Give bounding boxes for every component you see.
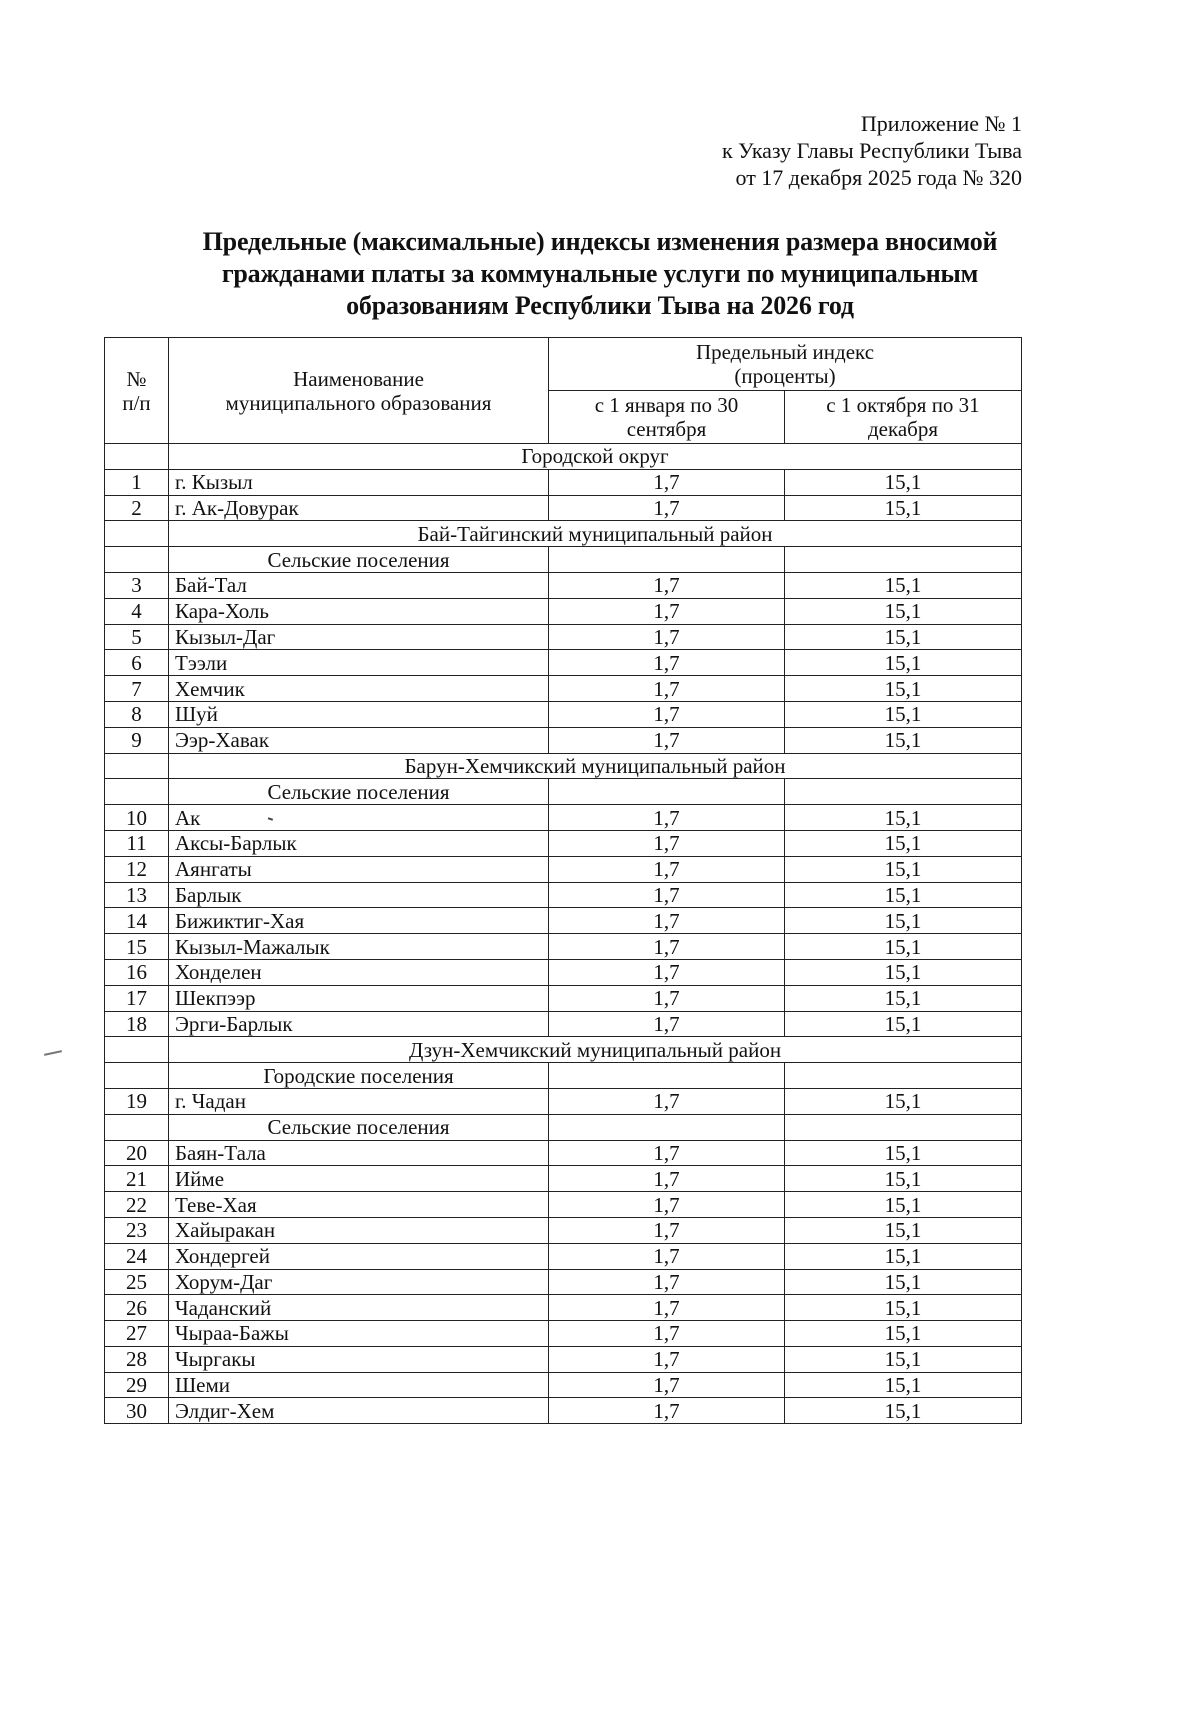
row-value-jan-sep: 1,7 <box>549 1295 785 1321</box>
row-value-oct-dec: 15,1 <box>785 908 1022 934</box>
row-value-jan-sep: 1,7 <box>549 1140 785 1166</box>
header-num-line-2: п/п <box>122 390 151 415</box>
row-name: г. Ак-Довурак <box>169 495 549 521</box>
header-period-1-line-2: сентября <box>626 417 707 441</box>
table-row <box>105 1243 1022 1269</box>
appendix-date: от 17 декабря 2025 года № 320 <box>735 165 1022 190</box>
row-value-oct-dec: 15,1 <box>785 856 1022 882</box>
row-name: Шекпээр <box>169 985 549 1011</box>
row-value-jan-sep: 1,7 <box>549 1217 785 1243</box>
row-value-oct-dec: 15,1 <box>785 701 1022 727</box>
header-index-line-1: Предельный индекс <box>695 340 875 364</box>
row-num: 4 <box>105 598 169 624</box>
table-row <box>105 1295 1022 1321</box>
row-value-jan-sep: 1,7 <box>549 598 785 624</box>
row-num: 21 <box>105 1166 169 1192</box>
subsection-row <box>105 1063 1022 1089</box>
table-row <box>105 701 1022 727</box>
row-value-jan-sep: 1,7 <box>549 495 785 521</box>
subsection-title: Городские поселения <box>169 1063 549 1089</box>
row-value-jan-sep: 1,7 <box>549 469 785 495</box>
row-value-jan-sep: 1,7 <box>549 959 785 985</box>
header-period-2-line-1: с 1 октября по 31 <box>826 393 980 417</box>
row-value-jan-sep: 1,7 <box>549 1346 785 1372</box>
row-name: Чаданский <box>169 1295 549 1321</box>
row-value-oct-dec: 15,1 <box>785 624 1022 650</box>
row-value-oct-dec: 15,1 <box>785 805 1022 831</box>
row-value-oct-dec: 15,1 <box>785 1295 1022 1321</box>
row-num: 14 <box>105 908 169 934</box>
table-row <box>105 624 1022 650</box>
row-value-jan-sep: 1,7 <box>549 727 785 753</box>
section-title: Бай-Тайгинский муниципальный район <box>169 521 1022 547</box>
row-name: Эрги-Барлык <box>169 1011 549 1037</box>
row-value-oct-dec: 15,1 <box>785 1088 1022 1114</box>
row-num: 15 <box>105 934 169 960</box>
section-row <box>105 521 1022 547</box>
table-row <box>105 1321 1022 1347</box>
row-value-jan-sep: 1,7 <box>549 1398 785 1424</box>
row-value-oct-dec: 15,1 <box>785 934 1022 960</box>
table-row <box>105 959 1022 985</box>
row-name: Чыргакы <box>169 1346 549 1372</box>
row-num: 25 <box>105 1269 169 1295</box>
row-value-oct-dec: 15,1 <box>785 1166 1022 1192</box>
row-value-jan-sep: 1,7 <box>549 1269 785 1295</box>
row-value-oct-dec: 15,1 <box>785 882 1022 908</box>
table-row <box>105 1192 1022 1218</box>
row-num: 29 <box>105 1372 169 1398</box>
row-num: 10 <box>105 805 169 831</box>
section-row <box>105 753 1022 779</box>
row-name: Аксы-Барлык <box>169 830 549 856</box>
appendix-reference <box>722 110 1022 191</box>
row-value-oct-dec: 15,1 <box>785 469 1022 495</box>
document-title <box>100 226 1100 322</box>
row-name: Элдиг-Хем <box>169 1398 549 1424</box>
subsection-title: Сельские поселения <box>169 547 549 573</box>
header-period-2 <box>785 391 1022 444</box>
row-num: 8 <box>105 701 169 727</box>
row-value-jan-sep: 1,7 <box>549 908 785 934</box>
row-value-jan-sep: 1,7 <box>549 934 785 960</box>
table-row <box>105 572 1022 598</box>
table-row <box>105 1088 1022 1114</box>
row-name: Ак <box>169 805 549 831</box>
header-index <box>549 338 1022 391</box>
header-period-1-line-1: с 1 января по 30 <box>594 393 739 417</box>
row-value-jan-sep: 1,7 <box>549 701 785 727</box>
title-line-1: Предельные (максимальные) индексы изменения размера вносимой <box>202 227 998 256</box>
row-name: г. Чадан <box>169 1088 549 1114</box>
row-num: 11 <box>105 830 169 856</box>
table-row <box>105 1011 1022 1037</box>
row-name: Чыраа-Бажы <box>169 1321 549 1347</box>
row-value-jan-sep: 1,7 <box>549 676 785 702</box>
row-name: Шеми <box>169 1372 549 1398</box>
row-name: Хорум-Даг <box>169 1269 549 1295</box>
row-value-oct-dec: 15,1 <box>785 650 1022 676</box>
row-value-jan-sep: 1,7 <box>549 572 785 598</box>
row-value-jan-sep: 1,7 <box>549 1243 785 1269</box>
table-row <box>105 598 1022 624</box>
table-row <box>105 985 1022 1011</box>
row-value-oct-dec: 15,1 <box>785 1011 1022 1037</box>
row-name: Тээли <box>169 650 549 676</box>
row-value-oct-dec: 15,1 <box>785 1398 1022 1424</box>
table-row <box>105 882 1022 908</box>
row-num: 22 <box>105 1192 169 1218</box>
row-num: 26 <box>105 1295 169 1321</box>
header-name <box>169 338 549 444</box>
row-name: Шуй <box>169 701 549 727</box>
row-num: 1 <box>105 469 169 495</box>
table-row <box>105 856 1022 882</box>
row-num: 19 <box>105 1088 169 1114</box>
row-value-oct-dec: 15,1 <box>785 985 1022 1011</box>
row-name: Кызыл-Даг <box>169 624 549 650</box>
table-row <box>105 1398 1022 1424</box>
row-name: Барлык <box>169 882 549 908</box>
section-title: Городской округ <box>169 444 1022 470</box>
row-num: 18 <box>105 1011 169 1037</box>
row-name: г. Кызыл <box>169 469 549 495</box>
row-num: 2 <box>105 495 169 521</box>
subsection-row <box>105 547 1022 573</box>
header-row-1 <box>105 338 1022 391</box>
table-row <box>105 934 1022 960</box>
table-row <box>105 1372 1022 1398</box>
row-num: 30 <box>105 1398 169 1424</box>
row-value-oct-dec: 15,1 <box>785 1243 1022 1269</box>
row-value-oct-dec: 15,1 <box>785 1217 1022 1243</box>
row-value-oct-dec: 15,1 <box>785 830 1022 856</box>
row-name: Бай-Тал <box>169 572 549 598</box>
section-row <box>105 444 1022 470</box>
header-name-line-1: Наименование <box>293 366 424 391</box>
row-num: 20 <box>105 1140 169 1166</box>
row-name: Хонделен <box>169 959 549 985</box>
appendix-decree: к Указу Главы Республики Тыва <box>721 138 1022 163</box>
row-name: Ээр-Хавак <box>169 727 549 753</box>
table-row <box>105 727 1022 753</box>
subsection-row <box>105 1114 1022 1140</box>
row-value-oct-dec: 15,1 <box>785 572 1022 598</box>
row-name: Баян-Тала <box>169 1140 549 1166</box>
row-value-oct-dec: 15,1 <box>785 1321 1022 1347</box>
table-row <box>105 1346 1022 1372</box>
row-name: Теве-Хая <box>169 1192 549 1218</box>
index-table <box>104 337 1022 1424</box>
section-row <box>105 1037 1022 1063</box>
row-name: Ийме <box>169 1166 549 1192</box>
row-value-jan-sep: 1,7 <box>549 624 785 650</box>
table-row <box>105 830 1022 856</box>
header-period-2-line-2: декабря <box>867 417 939 441</box>
table-row <box>105 650 1022 676</box>
row-value-oct-dec: 15,1 <box>785 598 1022 624</box>
table-row <box>105 676 1022 702</box>
row-value-jan-sep: 1,7 <box>549 830 785 856</box>
appendix-number: Приложение № 1 <box>860 111 1022 136</box>
header-num-line-1: № <box>126 366 147 391</box>
row-name: Хондергей <box>169 1243 549 1269</box>
row-name: Кызыл-Мажалык <box>169 934 549 960</box>
table-row <box>105 1269 1022 1295</box>
table-row <box>105 1140 1022 1166</box>
row-num: 16 <box>105 959 169 985</box>
row-num: 6 <box>105 650 169 676</box>
row-num: 9 <box>105 727 169 753</box>
title-line-2: гражданами платы за коммунальные услуги по муниципальным <box>221 259 979 288</box>
row-num: 23 <box>105 1217 169 1243</box>
header-num <box>105 338 169 444</box>
table-row <box>105 1166 1022 1192</box>
table-row <box>105 495 1022 521</box>
section-title: Барун-Хемчикский муниципальный район <box>169 753 1022 779</box>
row-value-jan-sep: 1,7 <box>549 1321 785 1347</box>
row-num: 28 <box>105 1346 169 1372</box>
table-row <box>105 1217 1022 1243</box>
title-line-3: образованиям Республики Тыва на 2026 год <box>346 291 854 320</box>
row-value-jan-sep: 1,7 <box>549 1166 785 1192</box>
row-num: 24 <box>105 1243 169 1269</box>
subsection-title: Сельские поселения <box>169 779 549 805</box>
row-value-oct-dec: 15,1 <box>785 495 1022 521</box>
row-value-oct-dec: 15,1 <box>785 1192 1022 1218</box>
row-value-jan-sep: 1,7 <box>549 1372 785 1398</box>
row-value-jan-sep: 1,7 <box>549 805 785 831</box>
row-name: Хемчик <box>169 676 549 702</box>
table-row <box>105 805 1022 831</box>
row-value-oct-dec: 15,1 <box>785 727 1022 753</box>
row-name: Кара-Холь <box>169 598 549 624</box>
row-value-oct-dec: 15,1 <box>785 676 1022 702</box>
row-value-oct-dec: 15,1 <box>785 1140 1022 1166</box>
header-index-line-2: (проценты) <box>734 364 836 388</box>
table-row <box>105 908 1022 934</box>
scan-margin-mark <box>44 1050 62 1056</box>
row-value-oct-dec: 15,1 <box>785 1346 1022 1372</box>
header-period-1 <box>549 391 785 444</box>
section-title: Дзун-Хемчикский муниципальный район <box>169 1037 1022 1063</box>
row-num: 13 <box>105 882 169 908</box>
row-value-jan-sep: 1,7 <box>549 650 785 676</box>
row-value-oct-dec: 15,1 <box>785 1372 1022 1398</box>
row-num: 3 <box>105 572 169 598</box>
row-num: 5 <box>105 624 169 650</box>
row-name: Бижиктиг-Хая <box>169 908 549 934</box>
row-value-oct-dec: 15,1 <box>785 959 1022 985</box>
subsection-row <box>105 779 1022 805</box>
row-num: 27 <box>105 1321 169 1347</box>
row-value-jan-sep: 1,7 <box>549 1088 785 1114</box>
row-num: 17 <box>105 985 169 1011</box>
row-value-jan-sep: 1,7 <box>549 985 785 1011</box>
row-value-oct-dec: 15,1 <box>785 1269 1022 1295</box>
row-value-jan-sep: 1,7 <box>549 1011 785 1037</box>
row-num: 12 <box>105 856 169 882</box>
row-name: Аянгаты <box>169 856 549 882</box>
row-num: 7 <box>105 676 169 702</box>
row-value-jan-sep: 1,7 <box>549 882 785 908</box>
header-name-line-2: муниципального образования <box>225 390 492 415</box>
table-row <box>105 469 1022 495</box>
row-name: Хайыракан <box>169 1217 549 1243</box>
subsection-title: Сельские поселения <box>169 1114 549 1140</box>
row-value-jan-sep: 1,7 <box>549 856 785 882</box>
row-value-jan-sep: 1,7 <box>549 1192 785 1218</box>
